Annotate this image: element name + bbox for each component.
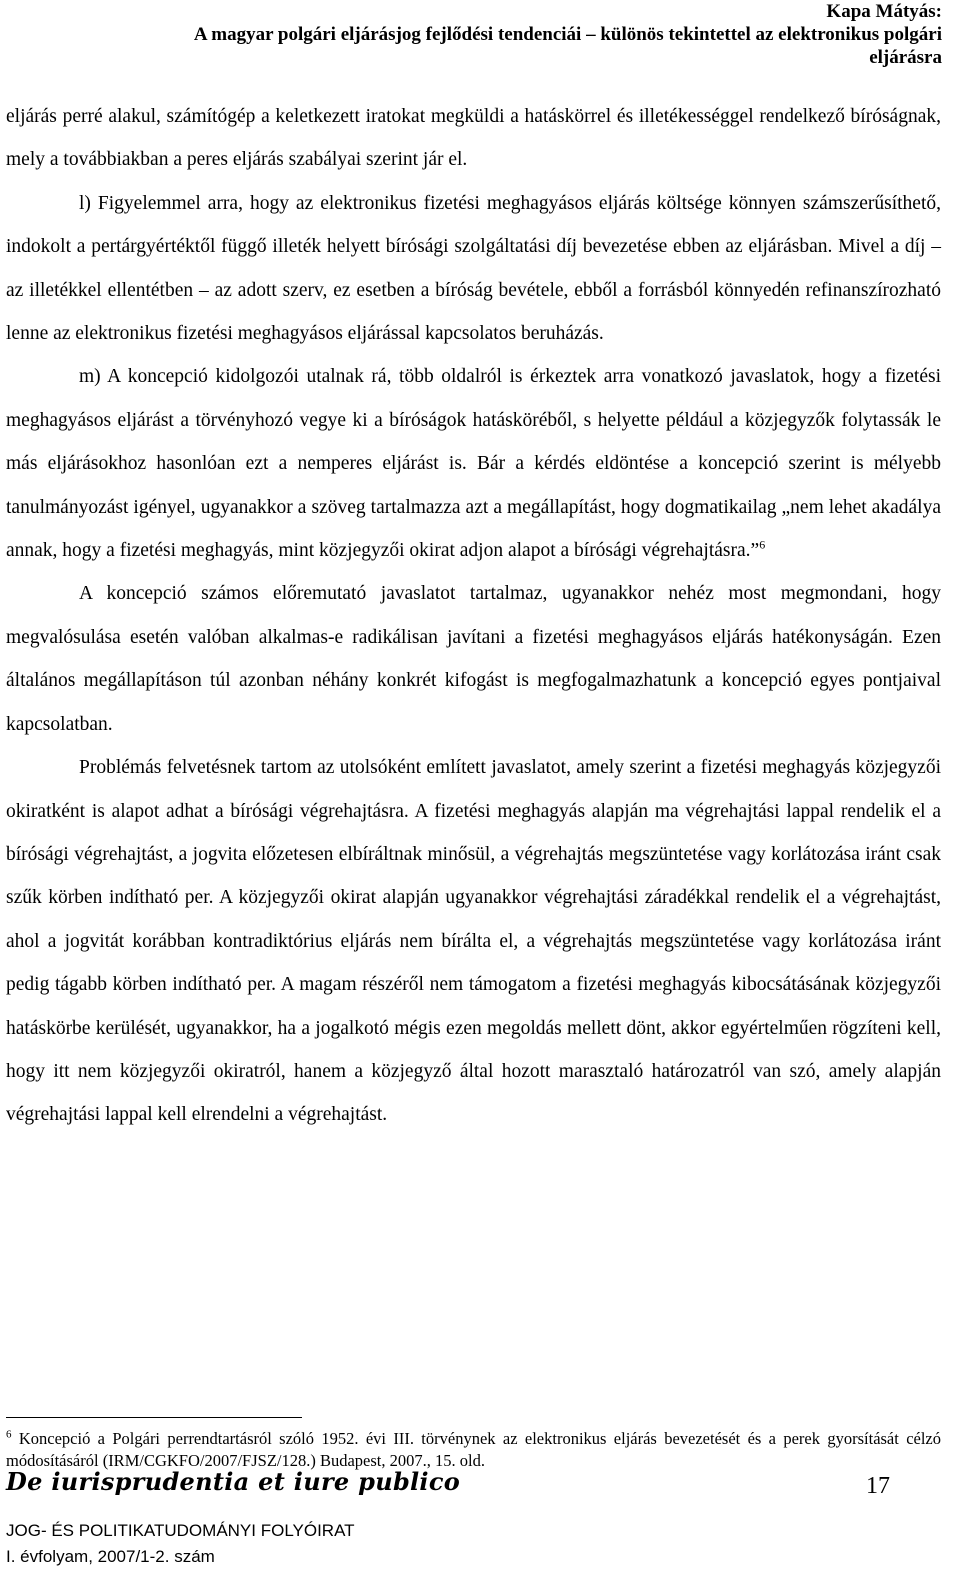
page-number: 17	[866, 1473, 890, 1499]
header-title-line2: eljárásra	[869, 47, 942, 68]
paragraph-item-m	[6, 355, 941, 572]
footnote-divider	[6, 1417, 302, 1418]
paragraph-critique: Problémás felvetésnek tartom az utolsóként említett javaslatot, amely szerint a fizetési meghagyás közjegyzői okiratként is alapot adhat a bírósági végrehajtásra. A fizetési meghagyás alapján ma végrehajtási lappal rendelik el a bírósági végrehajtást, a jogvita előzetesen elbíráltnak minősül, a végrehajtás megszüntetése vagy korlátozása iránt csak szűk körben indítható per. A közjegyzői okirat alapján ugyanakkor végrehajtási záradékkal rendelik el a végrehajtást, ahol a jogvitát korábban kontradiktórius eljárás nem bírálta el, a végrehajtás megszüntetése vagy korlátozása iránt pedig tágabb körben indítható per. A magam részéről nem támogatom a fizetési meghagyás kibocsátásának közjegyzői hatáskörbe kerülését, ugyanakkor, ha a jogalkotó mégis ezen megoldás mellett dönt, akkor egyértelműen rögzíteni kell, hogy itt nem közjegyzői okiratról, hanem a közjegyző által hozott marasztaló határozatról van szó, amely alapján végrehajtási lappal kell elrendelni a végrehajtást.	[6, 757, 941, 1126]
article-body	[6, 95, 941, 1137]
paragraph-item-l: l) Figyelemmel arra, hogy az elektronikus fizetési meghagyásos eljárás költsége könnyen számszerűsíthető, indokolt a pertárgyértéktől függő illeték helyett bírósági szolgáltatási díj bevezetése ebben az eljárásban. Mivel a díj – az illetékkel ellentétben – az adott szerv, ez esetben a bíróság bevétele, ebből a forrásból könnyedén refinanszírozható lenne az elektronikus fizetési meghagyásos eljárással kapcsolatos beruházás.	[6, 192, 941, 345]
footnote-reference[interactable]: 6	[759, 537, 766, 552]
running-header	[12, 0, 942, 69]
header-title-line1: A magyar polgári eljárásjog fejlődési tendenciái – különös tekintettel az elektronikus polgári	[193, 24, 942, 45]
paragraph-item-m-text: m) A koncepció kidolgozói utalnak rá, több oldalról is érkeztek arra vonatkozó javaslatok, hogy a fizetési meghagyásos eljárást a törvényhozó vegye ki a bíróságok hatásköréből, s helyette például a közjegyzők folytassák le más eljárásokhoz hasonlóan ezt a nemperes eljárást is. Bár a kérdés eldöntése a koncepció szerint is mélyebb tanulmányozást igényel, ugyanakkor a szöveg tartalmazza azt a megállapítást, hogy dogmatikailag „nem lehet akadálya annak, hogy a fizetési meghagyás, mint közjegyzői okirat adjon alapot a bírósági végrehajtásra.”	[6, 366, 941, 562]
journal-motto: De iurisprudentia et iure publico	[6, 1467, 461, 1496]
footnote-text: Koncepció a Polgári perrendtartásról szóló 1952. évi III. törvénynek az elektronikus eljárás bevezetését és a perek gyorsítását célzó módosításáról (IRM/CGKFO/2007/FJSZ/128.) Budapest, 2007., 15. old.	[6, 1429, 941, 1470]
header-author: Kapa Mátyás:	[826, 1, 942, 22]
paragraph-continuation: eljárás perré alakul, számítógép a keletkezett iratokat megküldi a hatáskörrel és illetékességgel rendelkező bíróságnak, mely a továbbiakban a peres eljárás szabályai szerint jár el.	[6, 106, 941, 171]
journal-name: JOG- ÉS POLITIKATUDOMÁNYI FOLYÓIRAT	[6, 1521, 355, 1540]
journal-volume: I. évfolyam, 2007/1-2. szám	[6, 1547, 215, 1566]
footnote	[6, 1428, 941, 1472]
paragraph-assessment: A koncepció számos előremutató javaslatot tartalmaz, ugyanakkor nehéz most megmondani, hogy megvalósulása esetén valóban alkalmas-e radikálisan javítani a fizetési meghagyásos eljárás hatékonyságán. Ezen általános megállapításon túl azonban néhány konkrét kifogást is megfogalmazhatunk a koncepció egyes pontjaival kapcsolatban.	[6, 583, 941, 735]
footnote-number: 6	[6, 1428, 12, 1441]
